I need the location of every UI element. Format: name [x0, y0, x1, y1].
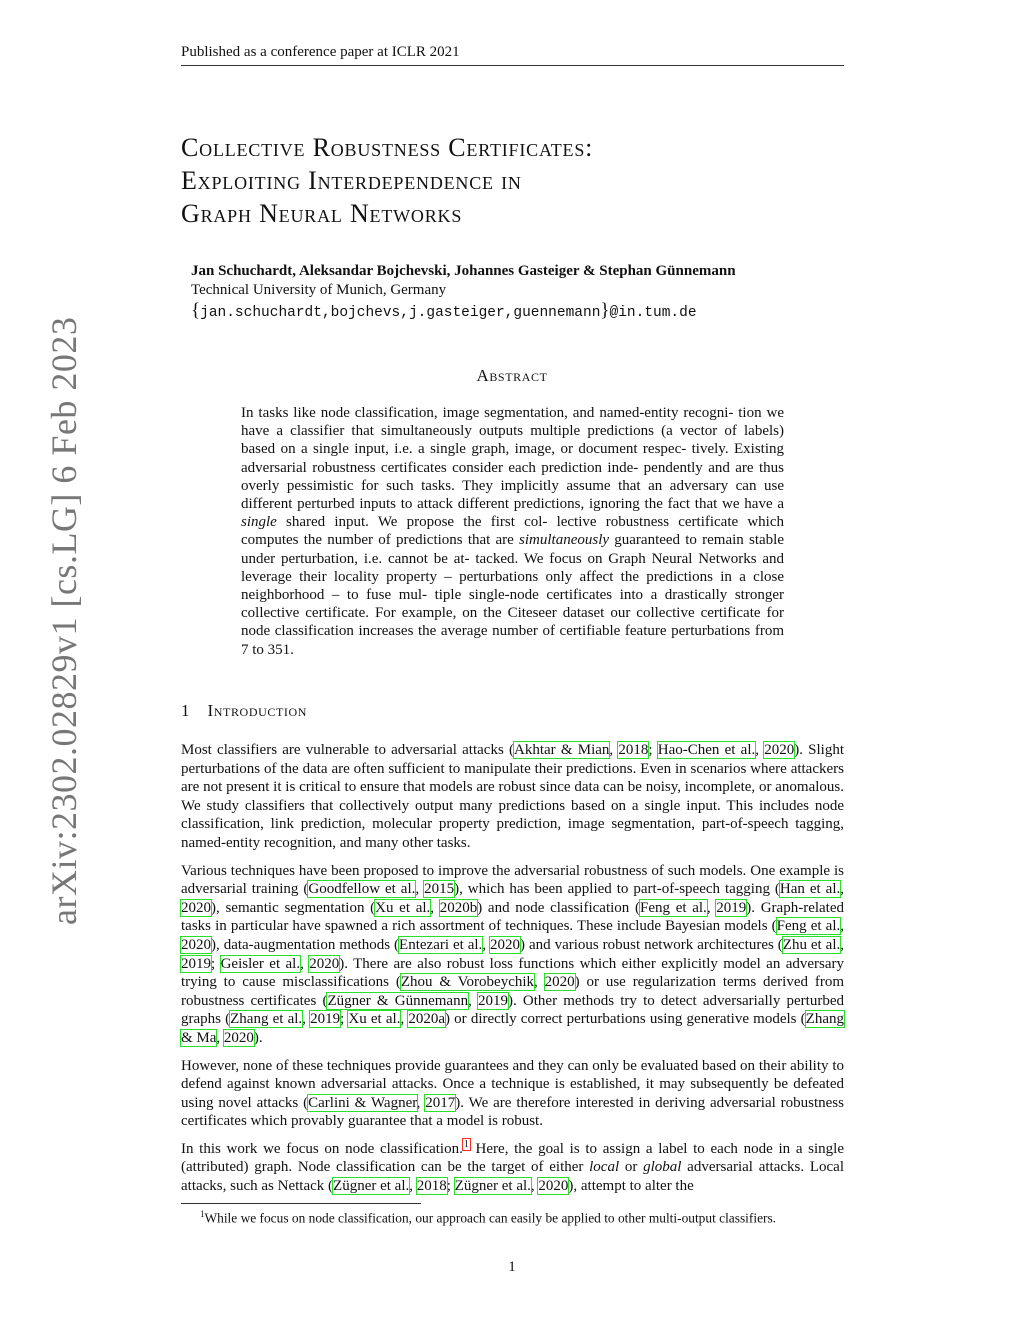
author-emails: [191, 301, 841, 323]
page-number: 1: [508, 1259, 516, 1275]
citation-link[interactable]: 2020a: [408, 1011, 446, 1028]
citation-link[interactable]: 2015: [424, 881, 455, 898]
running-header: Published as a conference paper at ICLR 2021: [181, 44, 460, 60]
emphasis: global: [643, 1159, 682, 1176]
section-title: Introduction: [207, 701, 308, 720]
arxiv-identifier-stamp: arXiv:2302.02829v1 [cs.LG] 6 Feb 2023: [44, 316, 84, 925]
brace-close: }: [600, 300, 610, 321]
section-number: 1: [181, 701, 190, 720]
text: ;: [211, 955, 221, 972]
citation-link[interactable]: 2020: [223, 1029, 254, 1046]
citation-link[interactable]: 2019: [478, 992, 509, 1009]
citation-link[interactable]: 2019: [310, 1011, 341, 1028]
text: ,: [530, 1178, 539, 1195]
text: ,: [840, 918, 844, 935]
footnote-reference-link[interactable]: 1: [463, 1138, 469, 1150]
text: However, none of these techniques provide guarantees and they can only be evaluated based on their ability to defend against known adversarial attacks. Once a technique is established, it may subsequently be defeated using novel attacks (: [181, 1057, 844, 1111]
citation-link[interactable]: 2020: [544, 974, 575, 991]
text: ,: [609, 742, 619, 758]
citation-link[interactable]: Zhang et al.: [230, 1011, 303, 1028]
citation-link[interactable]: 2017: [425, 1094, 456, 1111]
text: ,: [534, 974, 545, 991]
text: ,: [840, 936, 844, 953]
citation-link[interactable]: 2020: [764, 742, 795, 758]
citation-link[interactable]: Zügner et al.: [333, 1178, 410, 1195]
text: ). Slight perturbations of the data are often sufficient to manipulate their predictions. Even in scenarios where attackers are not present it is critical to ensure that models are robust since data can be noisy, incomplete, or anomalous. We study classifiers that collectively output many predictions based on a single input. This includes node classification, link prediction, molecular property prediction, image segmentation, part-of-speech tagging, named-entity recognition, and many other tasks.: [181, 742, 845, 851]
text: ), semantic segmentation (: [211, 899, 376, 916]
citation-link[interactable]: Feng et al.: [640, 899, 707, 916]
brace-open: {: [191, 300, 201, 321]
citation-link[interactable]: 2018: [416, 1178, 447, 1195]
text: ,: [706, 899, 717, 916]
abstract-emphasis: simultaneously: [519, 532, 610, 549]
text: ,: [755, 742, 765, 758]
text: ). Other methods try to detect adversarially perturbed graphs (: [181, 992, 844, 1028]
citation-link[interactable]: Xu et al.: [375, 899, 431, 916]
paragraph-3: [181, 1057, 844, 1131]
citation-link[interactable]: 2020b: [439, 899, 478, 916]
text: ;: [648, 742, 658, 758]
text: ), data-augmentation methods (: [211, 936, 400, 953]
email-domain: @in.tum.de: [609, 305, 697, 321]
citation-link[interactable]: 2020: [309, 955, 340, 972]
paper-title: [181, 131, 844, 230]
text: adversarial attacks. Local attacks, such as Nettack (: [181, 1159, 844, 1195]
citation-link[interactable]: Xu et al.: [348, 1011, 401, 1028]
citation-link[interactable]: 2020: [181, 936, 211, 953]
citation-link[interactable]: Zhou & Vorobeychik: [400, 974, 535, 991]
paragraph-1: [181, 741, 844, 853]
text: ), attempt to alter the: [568, 1178, 694, 1195]
email-users: jan.schuchardt,bojchevs,j.gasteiger,guennemann: [200, 305, 601, 321]
abstract-heading: Abstract: [476, 366, 548, 385]
author-affiliation: Technical University of Munich, Germany: [191, 282, 447, 298]
author-names: Jan Schuchardt, Aleksandar Bojchevski, Johannes Gasteiger & Stephan Günnemann: [191, 263, 736, 279]
text: ) or use regularization terms derived from robustness certificates (: [181, 974, 845, 1009]
footnote-text: While we focus on node classification, our approach can easily be applied to other multi-output classifiers.: [204, 1210, 777, 1226]
text: ).: [253, 1029, 263, 1046]
text: ,: [482, 936, 491, 953]
text: ). Graph-related tasks in particular have spawned a rich assortment of techniques. These include Bayesian models (: [181, 899, 844, 935]
title-line-1: Collective Robustness Certificates:: [181, 133, 594, 162]
footnote-rule: [181, 1203, 421, 1204]
text: ,: [302, 1011, 311, 1028]
text: ,: [840, 881, 844, 898]
text: Most classifiers are vulnerable to adversarial attacks (: [181, 742, 515, 758]
abstract-segment: In tasks like node classification, image segmentation, and named-entity recogni- tion we have a classifier that simultaneously outputs multiple predictions (a vector of labels) based on a single input, i.e. a single graph, image, or document respec- tively. Existing adversarial robustness certificates consider each prediction inde- pendently and are thus overly pessimistic for such tasks. They implicitly assume that an adversary can use different perturbed inputs to attack different predictions, ignoring the fact that we have a: [241, 405, 784, 513]
citation-link[interactable]: Entezari et al.: [399, 936, 483, 953]
emphasis: local: [589, 1159, 620, 1176]
abstract-text: [241, 404, 784, 659]
text: In this work we focus on node classification.: [181, 1140, 463, 1157]
citation-link[interactable]: 2019: [716, 899, 747, 916]
citation-link[interactable]: Hao-Chen et al.: [657, 742, 756, 758]
abstract-segment: shared input. We propose the first col- lective robustness certificate which computes the number of predictions that are: [241, 514, 784, 549]
citation-link[interactable]: 2020: [490, 936, 521, 953]
footnote: [200, 1209, 850, 1226]
section-heading-introduction: [181, 701, 307, 721]
text: ,: [430, 899, 440, 916]
text: or: [619, 1159, 644, 1176]
text: ,: [415, 881, 425, 898]
text: ;: [446, 1178, 455, 1195]
citation-link[interactable]: Zhu et al.: [782, 936, 841, 953]
header-rule: [181, 65, 844, 66]
text: ) and node classification (: [477, 899, 640, 916]
text: ,: [216, 1029, 224, 1046]
text: ;: [340, 1011, 349, 1028]
text: ). We are therefore interested in deriving adversarial robustness certificates which provably guarantee that a model is robust.: [181, 1094, 844, 1130]
text: ). There are also robust loss functions which either explicitly model an adversary trying to cause misclassifications (: [181, 955, 845, 991]
text: ) and various robust network architectures (: [520, 936, 783, 953]
abstract-segment: guaranteed to remain stable under perturbation, i.e. cannot be at- tacked. We focus on Graph Neural Networks and leverage their locality property – perturbations only affect the predictions in a close neighborhood – to fuse mul- tiple single-node certificates into a drastically stronger collective certificate. For example, on the Citeseer dataset our collective certificate for node classification increases the average number of certifiable feature perturbations from 7 to 351.: [241, 532, 784, 658]
text: ,: [416, 1094, 426, 1111]
text: Various techniques have been proposed to improve the adversarial robustness of such models. One example is adversarial training (: [181, 862, 844, 898]
text: ,: [409, 1178, 417, 1195]
footnote-mark: 1: [200, 1209, 205, 1219]
paragraph-4: [181, 1140, 844, 1196]
abstract-emphasis: single: [241, 514, 277, 531]
citation-link[interactable]: Zügner & Günnemann: [327, 992, 469, 1009]
citation-link[interactable]: Zhang & Ma: [181, 1011, 844, 1046]
citation-link[interactable]: Goodfellow et al.: [308, 881, 416, 898]
citation-link[interactable]: Akhtar & Mian: [514, 742, 610, 758]
citation-link[interactable]: Zügner et al.: [454, 1178, 531, 1195]
text: ,: [400, 1011, 409, 1028]
title-line-3: Graph Neural Networks: [181, 199, 463, 228]
citation-link[interactable]: Han et al.: [779, 881, 841, 898]
text: ), which has been applied to part-of-speech tagging (: [454, 881, 780, 898]
author-block: [191, 262, 841, 323]
text: Here, the goal is to assign a label to each node in a single (attributed) graph. Node classification can be the target of either: [181, 1140, 844, 1176]
introduction-body: [181, 741, 844, 1205]
title-line-2: Exploiting Interdependence in: [181, 166, 522, 195]
citation-link[interactable]: Geisler et al.: [220, 955, 301, 972]
text: ) or directly correct perturbations using generative models (: [445, 1011, 806, 1028]
citation-link[interactable]: 2020: [181, 899, 211, 916]
citation-link[interactable]: 2018: [618, 742, 649, 758]
citation-link[interactable]: Carlini & Wagner: [308, 1094, 417, 1111]
text: ,: [468, 992, 479, 1009]
citation-link[interactable]: 2019: [181, 955, 211, 972]
citation-link[interactable]: 2020: [538, 1178, 569, 1195]
text: ,: [300, 955, 310, 972]
citation-link[interactable]: Feng et al.: [776, 918, 841, 935]
paragraph-2: [181, 862, 844, 1048]
